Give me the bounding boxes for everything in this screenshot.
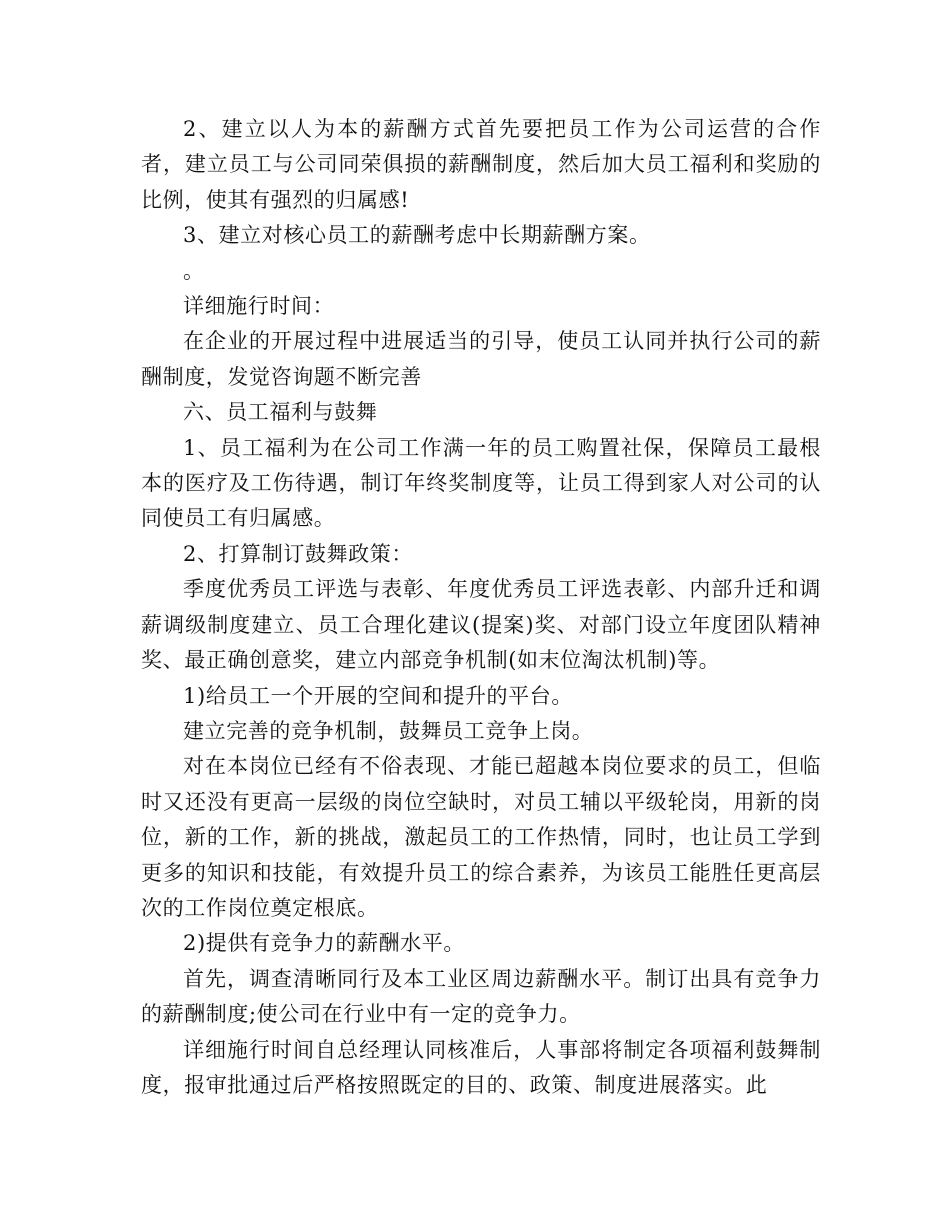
paragraph-competitive-pay: 2)提供有竞争力的薪酬水平。 [183, 931, 465, 956]
paragraph-core-staff-plan: 3、建立对核心员工的薪酬考虑中长期薪酬方案。 [183, 223, 651, 248]
section-heading-benefits: 六、员工福利与鼓舞 [183, 400, 378, 425]
paragraph-growth-platform: 1)给员工一个开展的空间和提升的平台。 [183, 683, 573, 708]
paragraph-incentive-heading: 2、打算制订鼓舞政策： [183, 541, 413, 566]
paragraph-rotation: 对在本岗位已经有不俗表现、才能已超越本岗位要求的员工，但临时又还没有更高一层级的岗位空缺时，对员工辅以平级轮岗，用新的岗位，新的工作，新的挑战，激起员工的工作热情，同时，也让员工学到更多的知识和技能，有效提升员工的综合素养，为该员工能胜任更高层次的工作岗位奠定根底。 [141, 754, 821, 920]
paragraph-implementation: 详细施行时间自总经理认同核准后，人事部将制定各项福利鼓舞制度，报审批通过后严格按照既定的目的、政策、制度进展落实。此 [141, 1037, 821, 1097]
paragraph-benefits: 1、员工福利为在公司工作满一年的员工购置社保，保障员工最根本的医疗及工伤待遇，制订年终奖制度等，让员工得到家人对公司的认同使员工有归属感。 [141, 435, 821, 531]
paragraph-salary-partner: 2、建立以人为本的薪酬方式首先要把员工作为公司运营的合作者，建立员工与公司同荣俱损的薪酬制度，然后加大员工福利和奖励的比例，使其有强烈的归属感! [141, 117, 821, 212]
paragraph-schedule-heading: 详细施行时间： [183, 294, 335, 319]
paragraph-competition: 建立完善的竞争机制，鼓舞员工竞争上岗。 [183, 718, 594, 743]
paragraph-awards: 季度优秀员工评选与表彰、年度优秀员工评选表彰、内部升迁和调薪调级制度建立、员工合理化建议(提案)奖、对部门设立年度团队精神奖、最正确创意奖，建立内部竞争机制(如末位淘汰机制)等。 [141, 577, 821, 673]
document-body [141, 112, 821, 1103]
paragraph-guidance: 在企业的开展过程中进展适当的引导，使员工认同并执行公司的薪酬制度，发觉咨询题不断完善 [141, 329, 821, 389]
paragraph-survey: 首先，调查清晰同行及本工业区周边薪酬水平。制订出具有竞争力的薪酬制度;使公司在行业中有一定的竞争力。 [141, 966, 821, 1027]
paragraph-period-mark: 。 [183, 258, 205, 283]
